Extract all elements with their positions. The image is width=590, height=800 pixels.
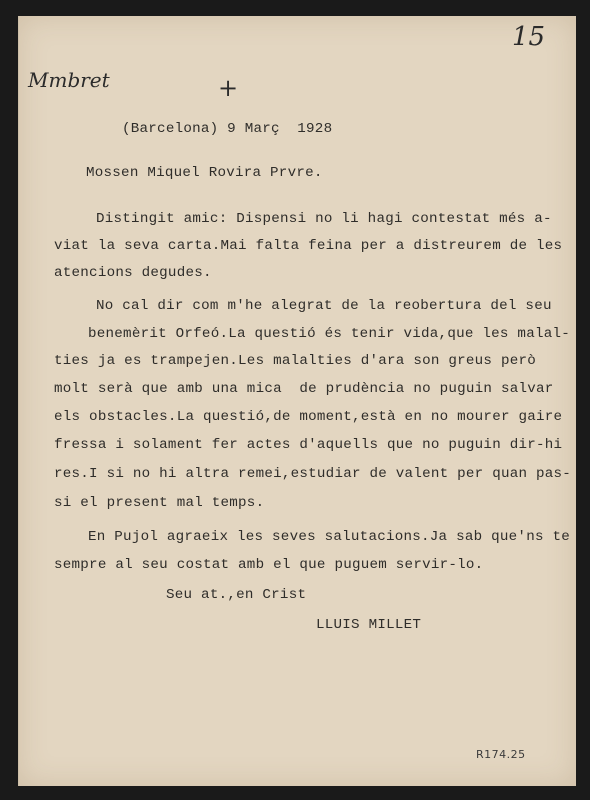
body-line: En Pujol agraeix les seves salutacions.Ja sab que'ns te — [88, 529, 571, 545]
body-line: benemèrit Orfeó.La questió és tenir vida,que les malal- — [88, 326, 571, 342]
recipient-line: Mossen Miquel Rovira Prvre. — [86, 165, 323, 181]
body-line: ties ja es trampejen.Les malalties d'ara son greus però — [54, 353, 537, 369]
cross-mark: + — [218, 74, 239, 102]
body-line: res.I si no hi altra remei,estudiar de valent per quan pas- — [54, 466, 572, 482]
body-line: si el present mal temps. — [54, 495, 265, 511]
page-number: 15 — [512, 22, 546, 52]
archive-code: R174.25 — [476, 748, 526, 761]
date-line: (Barcelona) 9 Març 1928 — [122, 121, 333, 137]
handwritten-name-note: Mmbret — [28, 68, 110, 92]
letter-sheet — [18, 16, 576, 786]
signature-line: LLUIS MILLET — [316, 617, 422, 633]
body-line: els obstacles.La questió,de moment,està en no mourer gaire — [54, 409, 563, 425]
body-line: atencions degudes. — [54, 265, 212, 281]
body-line: No cal dir com m'he alegrat de la reobertura del seu — [96, 298, 552, 314]
body-line: Distingit amic: Dispensi no li hagi contestat més a- — [96, 211, 552, 227]
body-line: sempre al seu costat amb el que puguem servir-lo. — [54, 557, 484, 573]
body-line: fressa i solament fer actes d'aquells que no puguin dir-hi — [54, 437, 563, 453]
closing-line: Seu at.,en Crist — [166, 587, 307, 603]
body-line: molt serà que amb una mica de prudència no puguin salvar — [54, 381, 554, 397]
body-line: viat la seva carta.Mai falta feina per a distreurem de les — [54, 238, 563, 254]
